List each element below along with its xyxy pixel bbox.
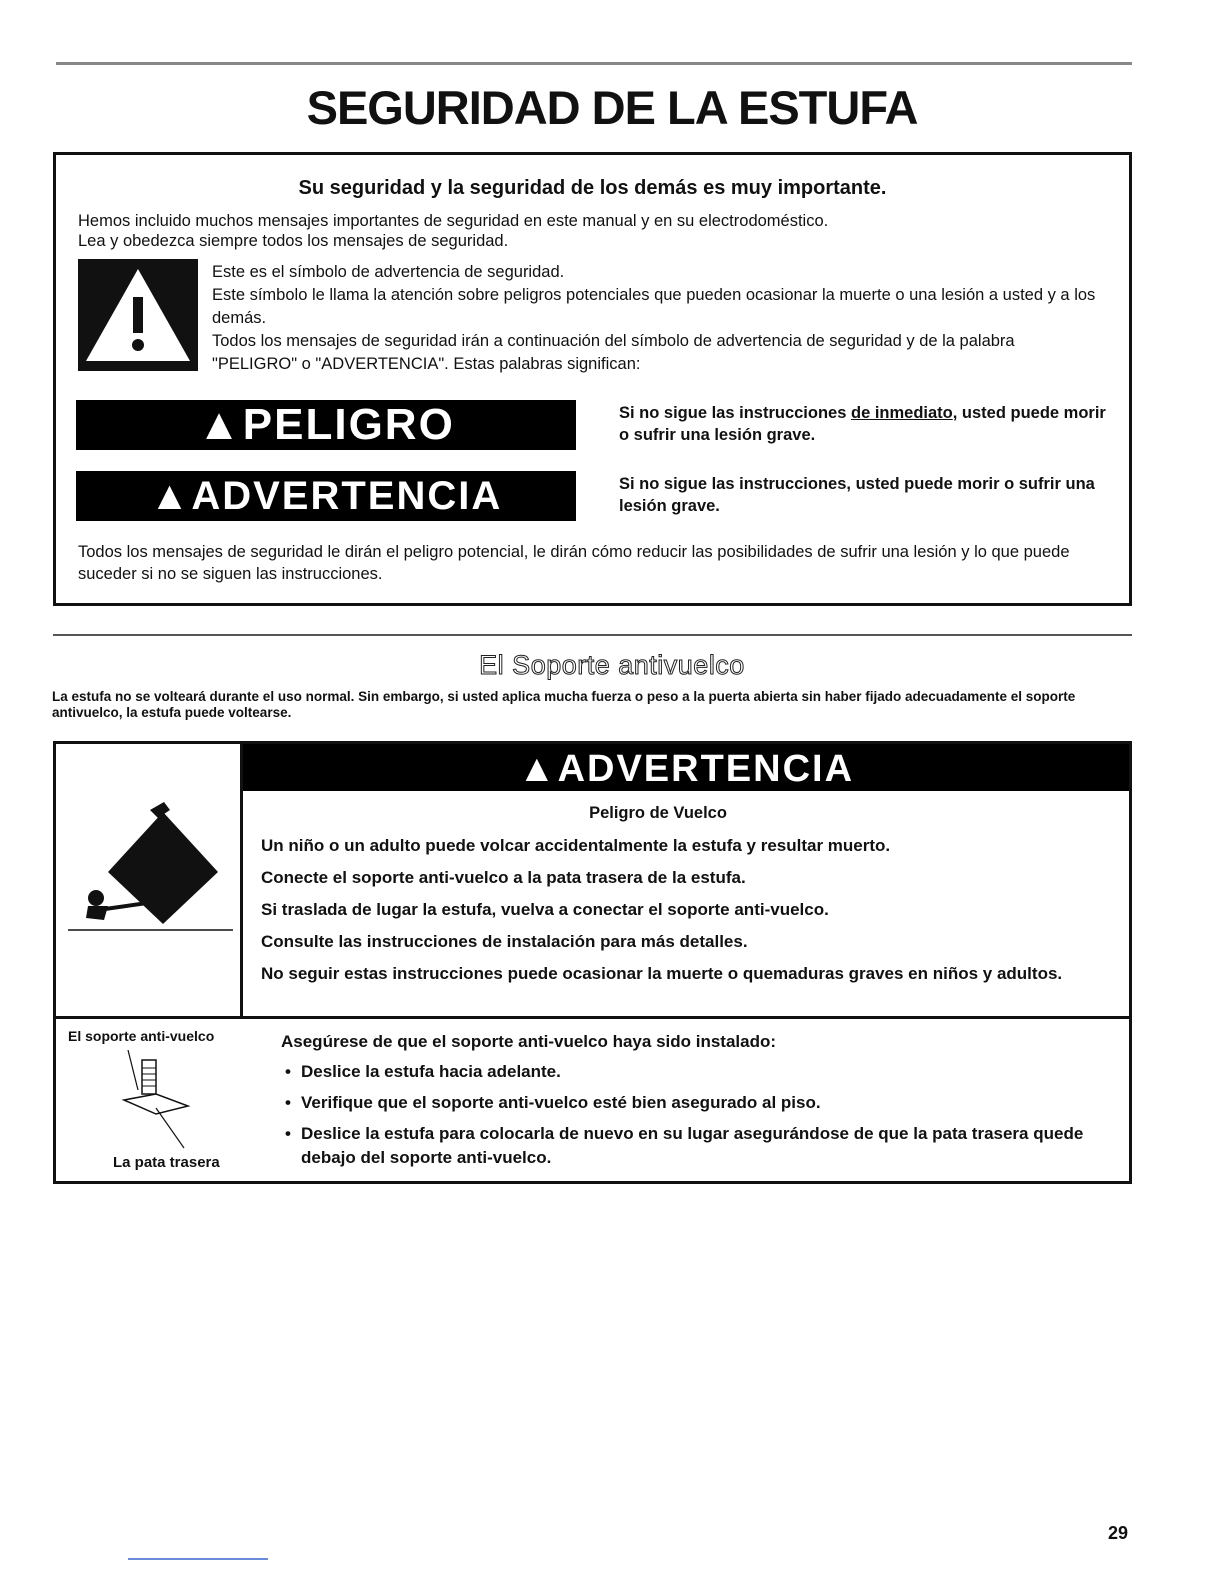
peligro-desc-b: , usted puede morir o sufrir una lesión grave. — [619, 404, 1106, 444]
instructions-title: Asegúrese de que el soporte anti-vuelco haya sido instalado: — [281, 1032, 777, 1051]
warning-header — [243, 744, 1129, 791]
section-intro: La estufa no se volteará durante el uso normal. Sin embargo, si usted aplica mucha fuerza o peso a la puerta abierta sin haber fijado adecuadamente el soporte antivuelco, la estufa puede voltearse. — [52, 689, 1076, 720]
page-title: SEGURIDAD DE LA ESTUFA — [306, 81, 918, 134]
tip-over-illustration — [68, 802, 233, 937]
hazard-title: Peligro de Vuelco — [589, 804, 727, 822]
bracket-label: El soporte anti-vuelco — [68, 1028, 215, 1044]
instructions-list — [281, 1060, 1101, 1170]
alert-triangle-icon: ▲ — [149, 474, 192, 518]
peligro-desc-a: Si no sigue las instrucciones — [619, 404, 851, 422]
symbol-explanation — [212, 261, 1102, 376]
page-number: 29 — [1108, 1523, 1129, 1543]
symbol-line-3: Todos los mensajes de seguridad irán a continuación del símbolo de advertencia de seguridad y de la palabra "PELIGRO" o "ADVERTENCIA". Estas palabras significan: — [212, 332, 1015, 373]
hazard-line: Consulte las instrucciones de instalación para más detalles. — [261, 932, 748, 951]
peligro-label: PELIGRO — [242, 400, 455, 449]
peligro-desc-underlined: de inmediato — [850, 404, 953, 422]
safety-heading: Su seguridad y la seguridad de los demás es muy importante. — [298, 177, 887, 199]
hazard-lines — [261, 834, 1121, 994]
install-instructions — [281, 1030, 1101, 1177]
hazard-line: Conecte el soporte anti-vuelco a la pata trasera de la estufa. — [261, 868, 746, 887]
list-item: • Deslice la estufa para colocarla de nuevo en su lugar asegurándose de que la pata trasera quede debajo del soporte anti-vuelco. — [301, 1122, 1101, 1170]
section-title: El Soporte antivuelco — [479, 650, 745, 680]
hazard-line: Si traslada de lugar la estufa, vuelva a conectar el soporte anti-vuelco. — [261, 900, 829, 919]
bottom-link-rule — [128, 1558, 268, 1560]
warning-header-label: ADVERTENCIA — [557, 748, 855, 790]
advertencia-label: ADVERTENCIA — [191, 474, 503, 518]
hazard-line: No seguir estas instrucciones puede ocasionar la muerte o quemaduras graves en niños y adultos. — [261, 964, 1063, 983]
safety-summary: Todos los mensajes de seguridad le dirán el peligro potencial, le dirán cómo reducir las posibilidades de sufrir una lesión y lo que puede suceder si no se siguen las instrucciones. — [78, 543, 1070, 583]
section-rule — [53, 634, 1132, 636]
warning-box — [53, 741, 1132, 1184]
advertencia-description: Si no sigue las instrucciones, usted puede morir o sufrir una lesión grave. — [619, 475, 1095, 515]
intro-line-1: Hemos incluido muchos mensajes importantes de seguridad en este manual y en su electrodoméstico. — [78, 212, 829, 230]
list-item: • Deslice la estufa hacia adelante. — [301, 1060, 1101, 1084]
intro-line-2: Lea y obedezca siempre todos los mensajes de seguridad. — [78, 232, 509, 250]
top-rule — [56, 62, 1132, 65]
peligro-description — [619, 402, 1109, 446]
list-item: • Verifique que el soporte anti-vuelco esté bien asegurado al piso. — [301, 1091, 1101, 1115]
hazard-line: Un niño o un adulto puede volcar accidentalmente la estufa y resultar muerto. — [261, 836, 891, 855]
symbol-line-1: Este es el símbolo de advertencia de seguridad. — [212, 263, 565, 281]
leg-label: La pata trasera — [113, 1154, 220, 1171]
symbol-line-2: Este símbolo le llama la atención sobre peligros potenciales que pueden ocasionar la muerte o una lesión a usted y a los demás. — [212, 286, 1096, 327]
safety-box — [53, 152, 1132, 606]
divider-horizontal — [56, 1016, 1129, 1019]
bracket-illustration — [116, 1050, 206, 1155]
peligro-banner — [76, 400, 576, 450]
safety-alert-icon — [78, 259, 198, 371]
alert-triangle-icon: ▲ — [517, 748, 558, 790]
advertencia-banner — [76, 471, 576, 521]
safety-intro — [78, 211, 828, 251]
alert-triangle-icon: ▲ — [197, 400, 243, 449]
